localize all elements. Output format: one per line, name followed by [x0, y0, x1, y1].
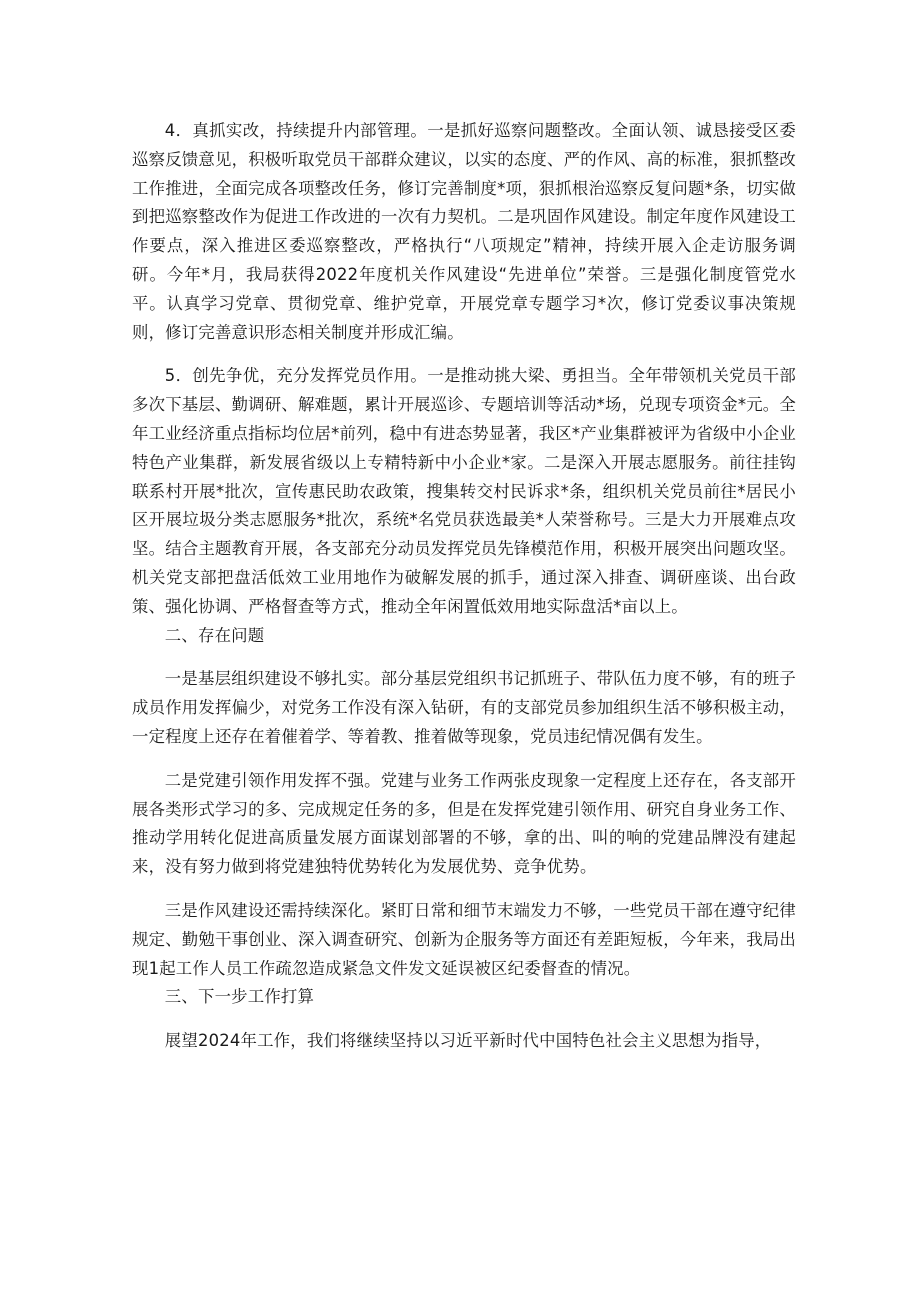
- paragraph-problem-organization: 一是基层组织建设不够扎实。部分基层党组织书记抓班子、带队伍力度不够，有的班子成员作用发挥偏少，对党务工作没有深入钻研，有的支部党员参加组织生活不够积极主动，一定程度上还存在着催着学、等着教、推着做等现象，党员违纪情况偶有发生。: [132, 669, 796, 746]
- section-heading-problems: 二、存在问题: [164, 625, 265, 645]
- document-body: [132, 117, 796, 1056]
- paragraph-problem-work-style: 三是作风建设还需持续深化。紧盯日常和细节末端发力不够，一些党员干部在遵守纪律规定、勤勉干事创业、深入调查研究、创新为企服务等方面还有差距短板，今年来，我局出现1起工作人员工作疏忽造成紧急文件发文延误被区纪委督查的情况。: [132, 900, 796, 978]
- paragraph-problem-leadership: 二是党建引领作用发挥不强。党建与业务工作两张皮现象一定程度上还存在，各支部开展各类形式学习的多、完成规定任务的多，但是在发挥党建引领作用、研究自身业务工作、推动学用转化促进高质量发展方面谋划部署的不够，拿的出、叫的响的党建品牌没有建起来，没有努力做到将党建独特优势转化为发展优势、竞争优势。: [132, 770, 796, 877]
- section-heading-next-steps: 三、下一步工作打算: [164, 987, 315, 1007]
- paragraph-internal-management: 4．真抓实改，持续提升内部管理。一是抓好巡察问题整改。全面认领、诚恳接受区委巡察反馈意见，积极听取党员干部群众建议，以实的态度、严的作风、高的标准，狠抓整改工作推进，全面完成各项整改任务，修订完善制度*项，狠抓根治巡察反复问题*条，切实做到把巡察整改作为促进工作改进的一次有力契机。二是巩固作风建设。制定年度作风建设工作要点，深入推进区委巡察整改，严格执行“八项规定”精神，持续开展入企走访服务调研。今年*月，我局获得2022年度机关作风建设“先进单位”荣誉。三是强化制度管党水平。认真学习党章、贯彻党章、维护党章，开展党章专题学习*次，修订党委议事决策规则，修订完善意识形态相关制度并形成汇编。: [132, 121, 796, 342]
- paragraph-outlook: 展望2024年工作，我们将继续坚持以习近平新时代中国特色社会主义思想为指导，: [164, 1031, 772, 1051]
- paragraph-party-member-role: 5．创先争优，充分发挥党员作用。一是推动挑大梁、勇担当。全年带领机关党员干部多次下基层、勤调研、解难题，累计开展巡诊、专题培训等活动*场，兑现专项资金*元。全年工业经济重点指标均位居*前列，稳中有进态势显著，我区*产业集群被评为省级中小企业特色产业集群，新发展省级以上专精特新中小企业*家。二是深入开展志愿服务。前往挂钩联系村开展*批次，宣传惠民助农政策，搜集转交村民诉求*条，组织机关党员前往*居民小区开展垃圾分类志愿服务*批次，系统*名党员获选最美*人荣誉称号。三是大力开展难点攻坚。结合主题教育开展，各支部充分动员发挥党员先锋模范作用，积极开展突出问题攻坚。机关党支部把盘活低效工业用地作为破解发展的抓手，通过深入排查、调研座谈、出台政策、强化协调、严格督查等方式，推动全年闲置低效用地实际盘活*亩以上。: [132, 366, 796, 616]
